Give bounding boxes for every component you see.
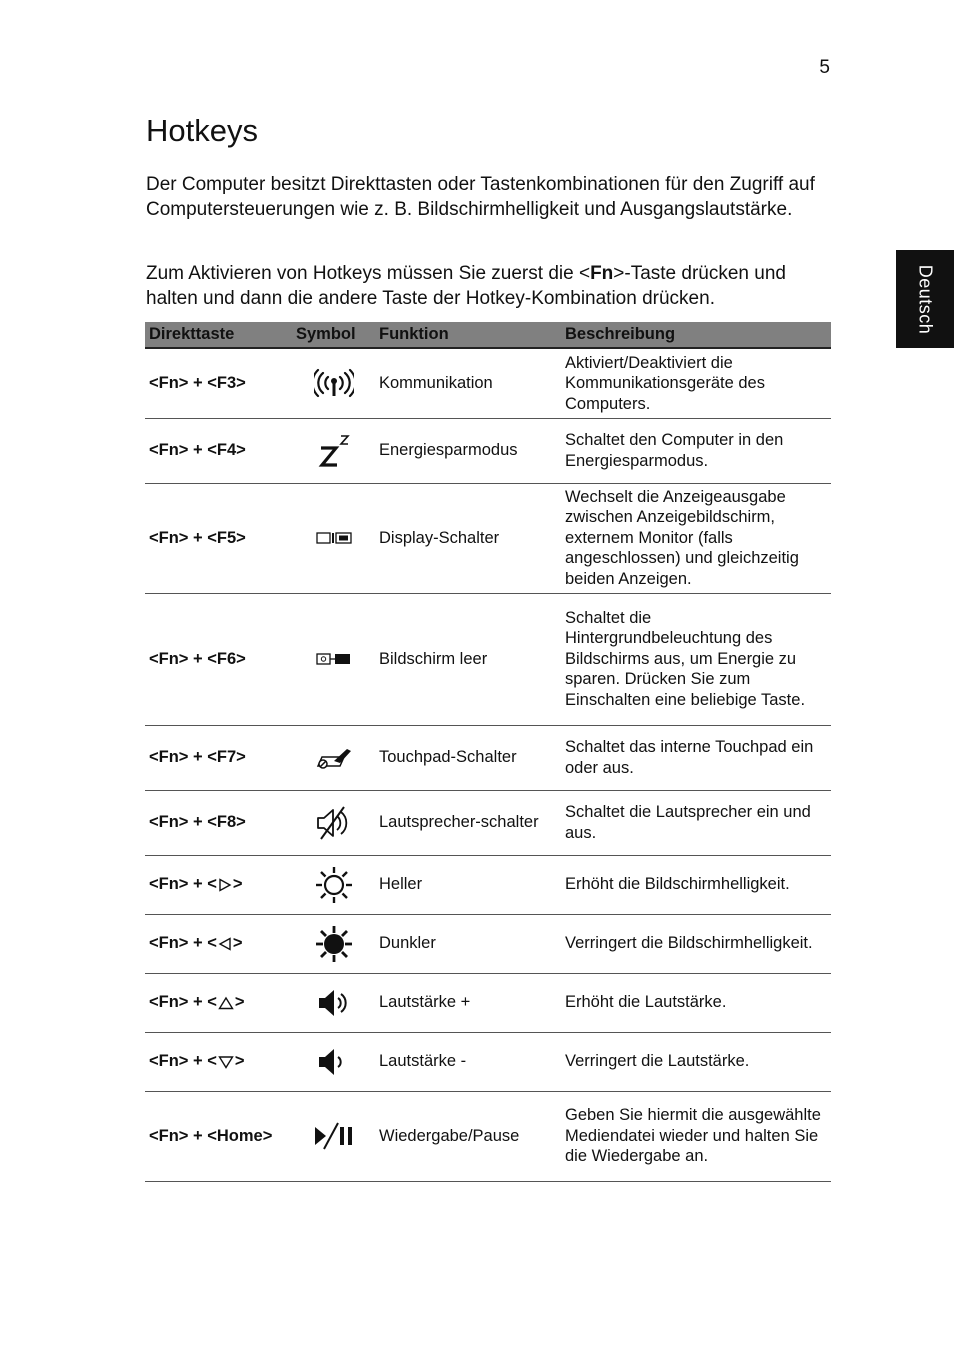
hotkey-cell bbox=[145, 855, 292, 914]
description-cell: Schaltet den Computer in den Energiesparmodus. bbox=[561, 418, 831, 483]
symbol-cell bbox=[292, 914, 375, 973]
hotkey-cell bbox=[145, 973, 292, 1032]
key-suffix: > bbox=[234, 993, 245, 1012]
key-suffix: > bbox=[234, 1052, 245, 1071]
function-cell: Dunkler bbox=[375, 914, 561, 973]
function-cell: Kommunikation bbox=[375, 348, 561, 418]
symbol-cell bbox=[292, 483, 375, 593]
display-switch-icon bbox=[314, 530, 354, 546]
hotkey-cell: <Fn> + <F3> bbox=[145, 348, 292, 418]
hotkey-cell: <Fn> + <F5> bbox=[145, 483, 292, 593]
header-description: Beschreibung bbox=[561, 322, 831, 348]
description-cell: Verringert die Lautstärke. bbox=[561, 1032, 831, 1091]
header-function: Funktion bbox=[375, 322, 561, 348]
symbol-cell bbox=[292, 790, 375, 855]
hotkey-cell: <Fn> + <F8> bbox=[145, 790, 292, 855]
description-cell: Aktiviert/Deaktiviert die Kommunikationsgeräte des Computers. bbox=[561, 348, 831, 418]
function-cell: Bildschirm leer bbox=[375, 593, 561, 725]
function-cell: Display-Schalter bbox=[375, 483, 561, 593]
brightness-down-icon bbox=[314, 924, 354, 964]
table-row bbox=[145, 790, 831, 855]
symbol-cell bbox=[292, 348, 375, 418]
screen-blank-icon bbox=[314, 651, 354, 667]
function-cell: Energiesparmodus bbox=[375, 418, 561, 483]
table-row bbox=[145, 1091, 831, 1181]
table-row bbox=[145, 1032, 831, 1091]
activation-text-after: >-Taste drücken und halten und dann die andere Taste der Hotkey-Kombination drücken. bbox=[146, 263, 786, 309]
language-tab-label: Deutsch bbox=[915, 264, 936, 334]
volume-down-icon bbox=[314, 1045, 354, 1079]
activation-text-before: Zum Aktivieren von Hotkeys müssen Sie zuerst die < bbox=[146, 263, 591, 284]
function-cell: Lautstärke + bbox=[375, 973, 561, 1032]
description-cell: Erhöht die Lautstärke. bbox=[561, 973, 831, 1032]
key-prefix: <Fn> + < bbox=[149, 875, 217, 894]
function-cell: Lautsprecher-schalter bbox=[375, 790, 561, 855]
key-prefix: <Fn> + < bbox=[149, 1052, 217, 1071]
touchpad-toggle-icon bbox=[314, 745, 354, 771]
hotkey-cell bbox=[145, 914, 292, 973]
table-row bbox=[145, 973, 831, 1032]
play-pause-icon bbox=[312, 1122, 356, 1150]
function-cell: Touchpad-Schalter bbox=[375, 725, 561, 790]
table-row bbox=[145, 914, 831, 973]
table-row bbox=[145, 855, 831, 914]
hotkey-cell bbox=[145, 1032, 292, 1091]
fn-key-label: Fn bbox=[590, 263, 614, 284]
hotkey-cell: <Fn> + <F6> bbox=[145, 593, 292, 725]
table-row bbox=[145, 593, 831, 725]
table-row bbox=[145, 725, 831, 790]
down-triangle-icon bbox=[218, 1055, 234, 1069]
brightness-up-icon bbox=[314, 865, 354, 905]
intro-paragraph: Der Computer besitzt Direkttasten oder Tastenkombinationen für den Zugriff auf Computersteuerungen wie z. B. Bildschirmhelligkeit und Ausgangslautstärke. bbox=[146, 174, 815, 220]
symbol-cell bbox=[292, 1032, 375, 1091]
table-row bbox=[145, 483, 831, 593]
description-cell: Schaltet das interne Touchpad ein oder aus. bbox=[561, 725, 831, 790]
description-cell: Schaltet die Lautsprecher ein und aus. bbox=[561, 790, 831, 855]
function-cell: Lautstärke - bbox=[375, 1032, 561, 1091]
hotkeys-table bbox=[145, 322, 831, 1182]
key-suffix: > bbox=[232, 934, 243, 953]
key-suffix: > bbox=[232, 875, 243, 894]
description-cell: Verringert die Bildschirmhelligkeit. bbox=[561, 914, 831, 973]
volume-up-icon bbox=[314, 986, 354, 1020]
header-key: Direkttaste bbox=[145, 322, 292, 348]
description-cell: Geben Sie hiermit die ausgewählte Mediendatei wieder und halten Sie die Wiedergabe an. bbox=[561, 1091, 831, 1181]
function-cell: Heller bbox=[375, 855, 561, 914]
header-symbol: Symbol bbox=[292, 322, 375, 348]
wireless-communication-icon bbox=[314, 368, 354, 398]
hotkey-cell: <Fn> + <Home> bbox=[145, 1091, 292, 1181]
hotkey-cell: <Fn> + <F7> bbox=[145, 725, 292, 790]
sleep-zz-icon bbox=[314, 432, 354, 470]
symbol-cell bbox=[292, 725, 375, 790]
table-row bbox=[145, 418, 831, 483]
symbol-cell bbox=[292, 418, 375, 483]
language-tab bbox=[896, 250, 954, 348]
symbol-cell bbox=[292, 1091, 375, 1181]
symbol-cell bbox=[292, 855, 375, 914]
hotkey-cell: <Fn> + <F4> bbox=[145, 418, 292, 483]
symbol-cell bbox=[292, 593, 375, 725]
description-cell: Erhöht die Bildschirmhelligkeit. bbox=[561, 855, 831, 914]
speaker-mute-icon bbox=[314, 806, 354, 840]
page-number: 5 bbox=[819, 57, 830, 78]
description-cell: Wechselt die Anzeigeausgabe zwischen Anzeigebildschirm, externem Monitor (falls angeschlossen) und gleichzeitig beiden Anzeigen. bbox=[561, 483, 831, 593]
page-title: Hotkeys bbox=[146, 113, 258, 148]
description-cell: Schaltet die Hintergrundbeleuchtung des Bildschirms aus, um Energie zu sparen. Drücken Sie zum Einschalten eine beliebige Taste. bbox=[561, 593, 831, 725]
table-row bbox=[145, 348, 831, 418]
table-header-row bbox=[145, 322, 831, 348]
activation-paragraph bbox=[146, 261, 836, 311]
function-cell: Wiedergabe/Pause bbox=[375, 1091, 561, 1181]
symbol-cell bbox=[292, 973, 375, 1032]
up-triangle-icon bbox=[218, 996, 234, 1010]
key-prefix: <Fn> + < bbox=[149, 934, 217, 953]
left-triangle-icon bbox=[218, 937, 232, 951]
key-prefix: <Fn> + < bbox=[149, 993, 217, 1012]
right-triangle-icon bbox=[218, 878, 232, 892]
